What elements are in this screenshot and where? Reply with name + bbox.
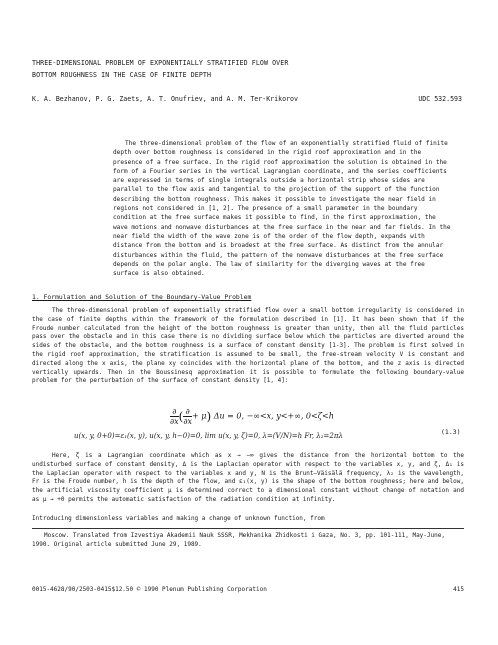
- publication-code: 0015-4628/90/2503-0415$12.50 © 1990 Plenum Publishing Corporation: [32, 586, 267, 593]
- body-text-2: Here, ζ is a Lagrangian coordinate which as x → −∞ gives the distance from the horizontal bottom to the undisturbed surface of constant density, Δ is the Laplacian operator with respect to the variables x, y, and ζ, Δ₁ is the Laplacian operator with respect to the variables x and y, N is the Brunt–Väisälä frequency, λ₂ is the wavelength, Fr is the Froude number, h is the depth of the flow, and ε₁(x, y) is the shape of the bottom roughness; here and below, the artificial viscosity coefficient μ is determined correct to a dimensional constant without change of notation and as μ → +0 permits the automatic satisfaction of the radiation condition at infinity.: [32, 452, 464, 503]
- partial-fraction-inner: $\frac{\partial}{\partial x}$: [183, 407, 192, 426]
- title-line-1: THREE-DIMENSIONAL PROBLEM OF EXPONENTIALLY STRATIFIED FLOW OVER: [32, 59, 289, 67]
- title-line-2: BOTTOM ROUGHNESS IN THE CASE OF FINITE DEPTH: [32, 71, 212, 79]
- body-paragraph-1: [32, 307, 464, 386]
- abstract-text: The three-dimensional problem of the flow of an exponentially stratified fluid of finite depth over bottom roughness is considered in the rigid roof approximation and in the presence of a free surface. In the rigid roof approximation the solution is obtained in the form of a Fourier series in the vertical Lagrangian coordinate, and the series coefficients are expressed in terms of single integrals outside a horizontal strip whose sides are parallel to the flow axis and tangential to the projection of the support of the function describing the bottom roughness. This makes it possible to investigate the near field in regions not considered in [1, 2]. The presence of a small parameter in the boundary condition at the free surface makes it possible to find, in the first approximation, the wave motions and nonwave disturbances at the free surface in the near and far fields. In the near field the width of the wave zone is of the order of the flow depth, expands with distance from the bottom and is broadest at the free surface. As distinct from the annular disturbances within the fluid, the pattern of the nonwave disturbances at the free surface depends on the polar angle. The law of similarity for the diverging waves at the free surface is also obtained.: [113, 140, 451, 278]
- article-title: [32, 57, 288, 81]
- footnote: [32, 532, 462, 550]
- body-text-1: The three-dimensional problem of exponentially stratified flow over a small bottom irregularity is considered in the case of finite depths within the framework of the formulation described in [1]. It has been shown that if the Froude number calculated from the height of the bottom roughness is greater than unity, then all the fluid particles pass over the obstacle and in this case there is no dividing surface below which the particles are diverted around the sides of the obstacle, and the bottom roughness is a surface of constant density [1-3]. The problem is first solved in the rigid roof approximation, the stratification is assumed to be small, the free-stream velocity V is constant and directed along the x axis, the plane xy coincides with the horizontal plane of the bottom, and the z axis is directed vertically upwards. Then in the Boussinesq approximation it is possible to formulate the following boundary-value problem for the perturbation of the surface of constant density [1, 4]:: [32, 307, 464, 385]
- equation-line-1: $\frac{\partial}{\partial x}$ ( $\frac{\partial}{\partial x}$ + μ) Δu = 0, −∞<x, y<+∞, 0<ζ<h: [170, 407, 334, 426]
- udc-code: UDC 532.593: [418, 95, 462, 103]
- page-number: 415: [453, 586, 464, 593]
- footnote-text: Moscow. Translated from Izvestiya Akademii Nauk SSSR, Mekhanika Zhidkosti i Gaza, No. 3, pp. 101-111, May-June, 1990. Original article submitted June 29, 1989.: [32, 532, 445, 548]
- equation-line-2: u(x, y, 0+0)=ε₁(x, y), u(x, y, h−0)=0, lim u(x, y, ζ)=0, λ=(V/N)=h Fr, λ₂=2πλ: [74, 432, 343, 440]
- author-line: [32, 95, 462, 103]
- partial-fraction-outer: $\frac{\partial}{\partial x}$: [170, 407, 179, 426]
- equation-line-1-rest: Δu = 0, −∞<x, y<+∞, 0<ζ<h: [213, 411, 334, 421]
- author-names: K. A. Bezhanov, P. G. Zaets, A. T. Onufriev, and A. M. Ter-Krikorov: [32, 95, 298, 103]
- section-heading: 1. Formulation and Solution of the Boundary-Value Problem: [32, 293, 252, 301]
- body-paragraph-3: [32, 515, 464, 522]
- abstract: [113, 139, 453, 278]
- page-footer: [32, 586, 464, 593]
- footnote-rule: [32, 528, 464, 529]
- body-text-3: Introducing dimensionless variables and making a change of unknown function, from: [32, 515, 325, 522]
- equation-number: (1.3): [441, 428, 461, 436]
- body-paragraph-2: [32, 452, 464, 505]
